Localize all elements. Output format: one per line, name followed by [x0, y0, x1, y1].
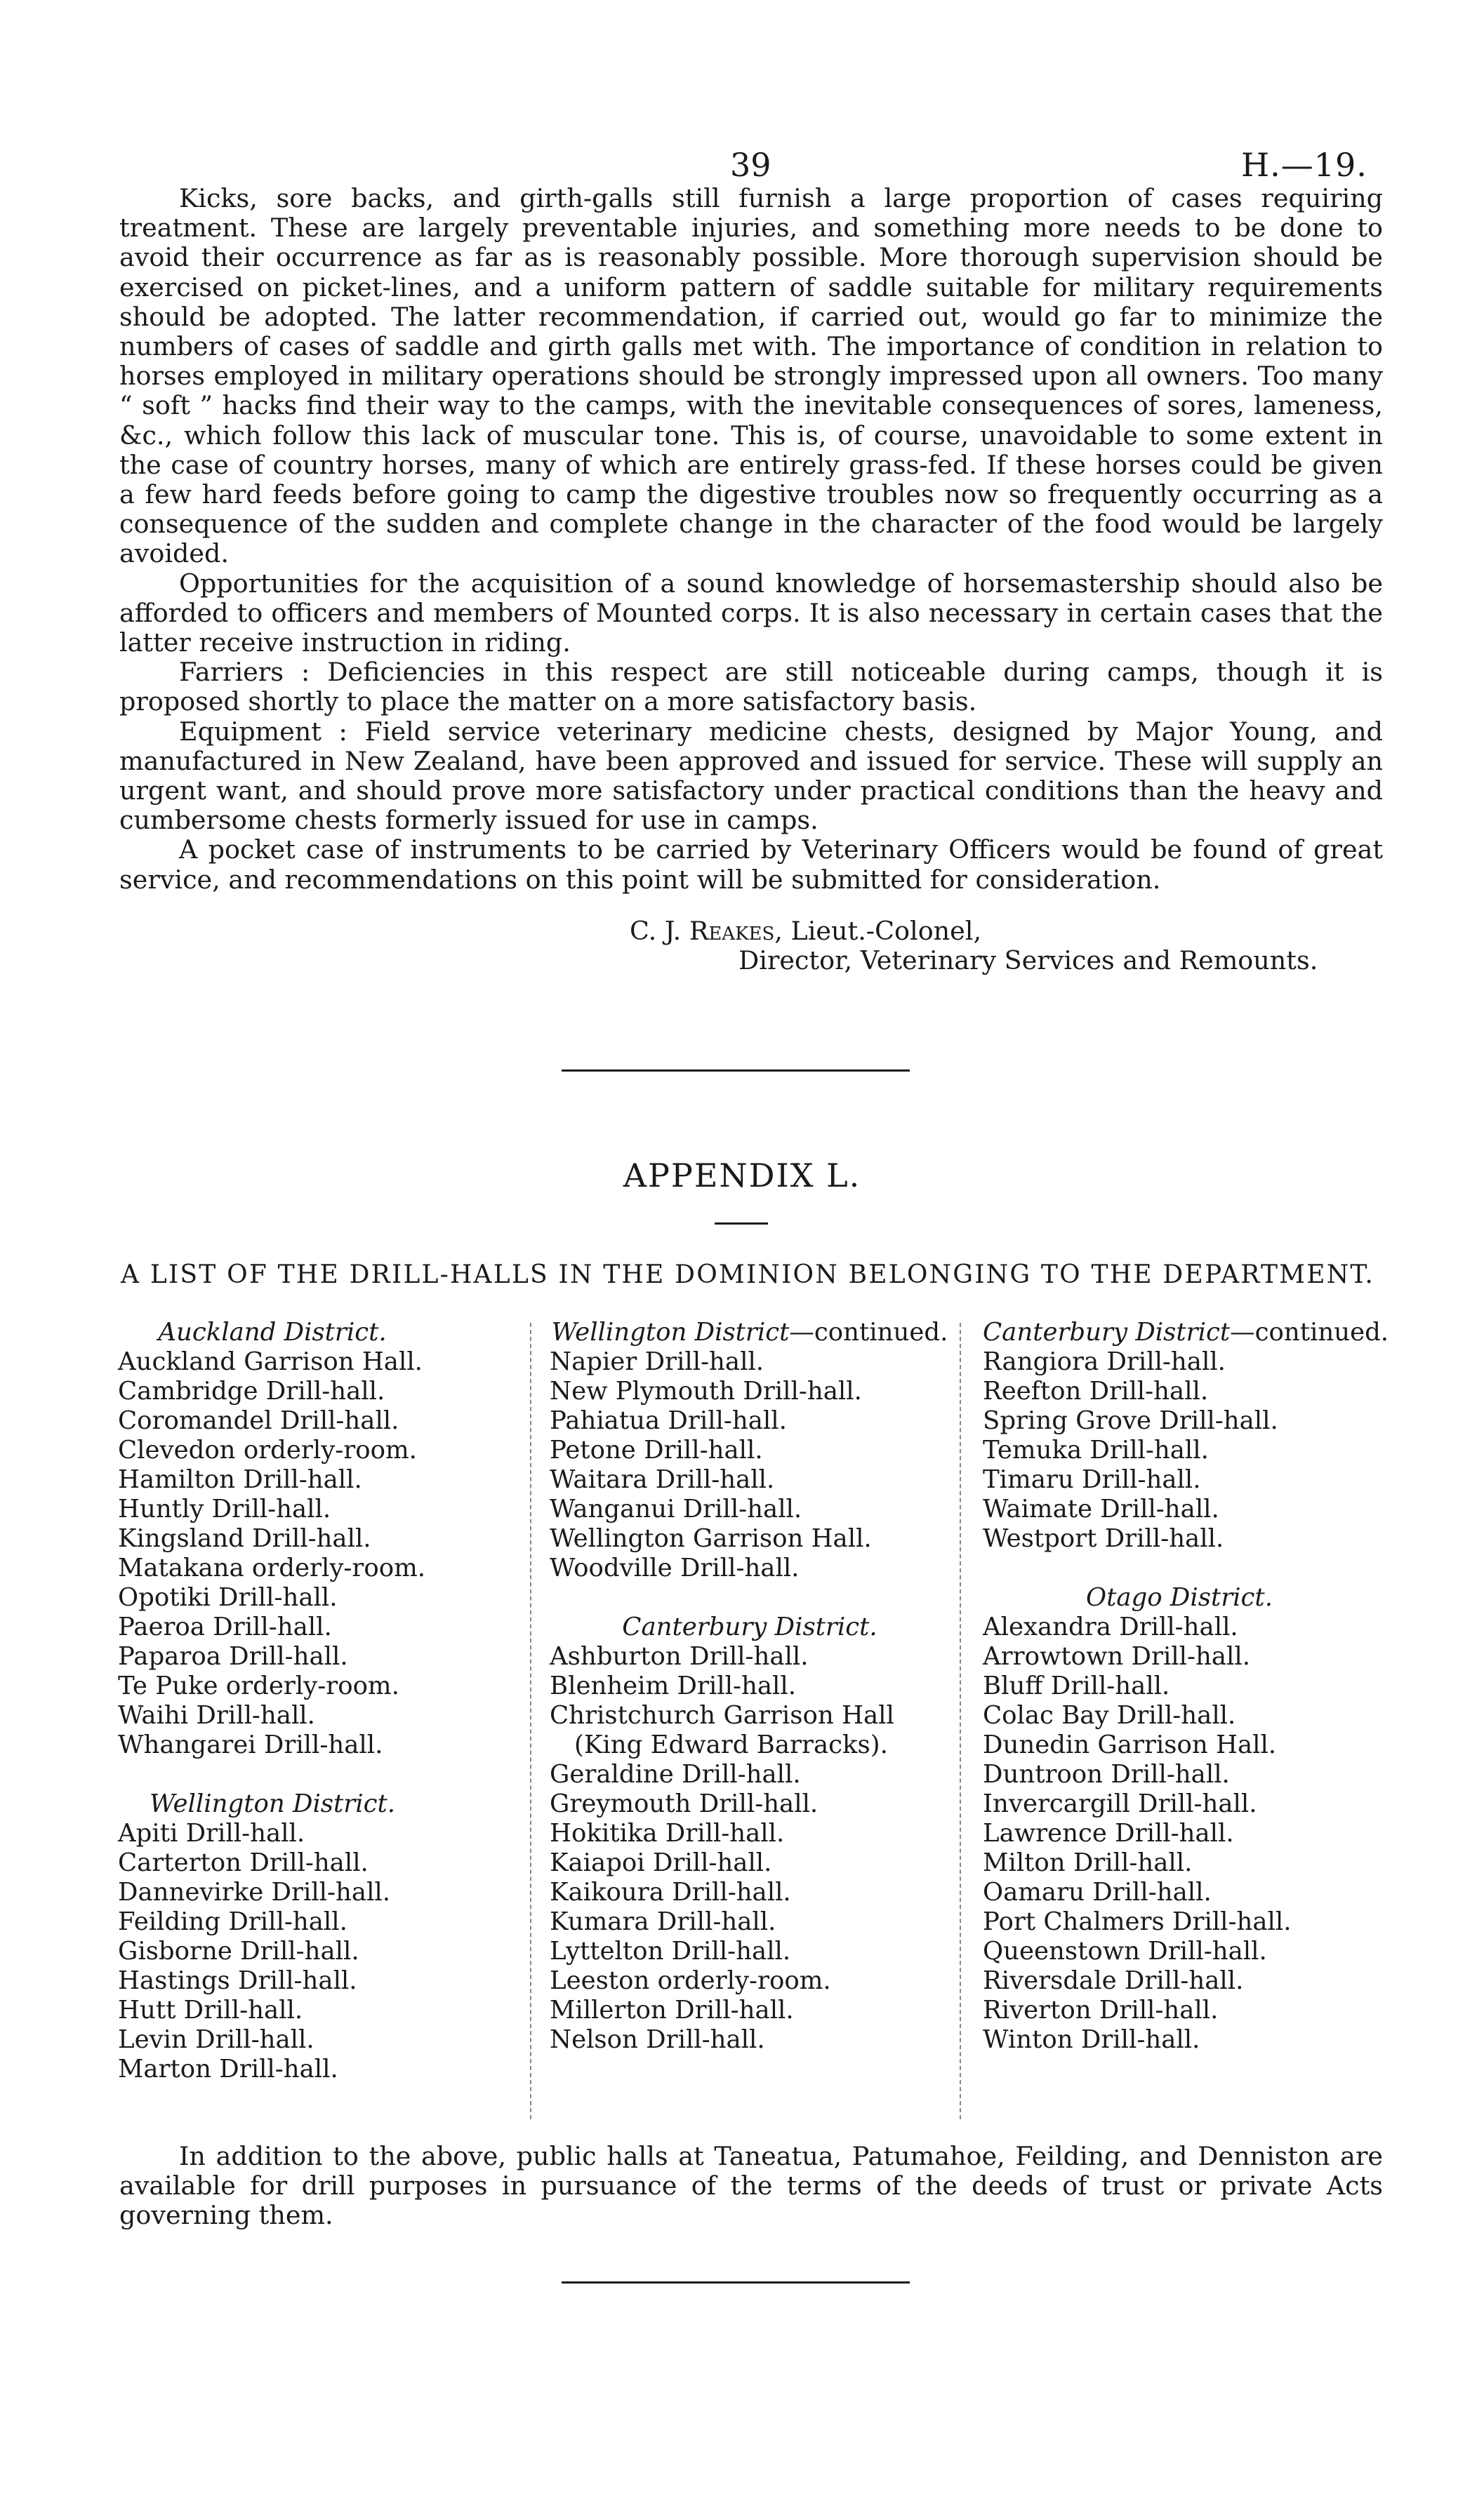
hall-item: Riverton Drill-hall. — [983, 1996, 1219, 2025]
hall-item: Colac Bay Drill-hall. — [983, 1701, 1236, 1730]
hall-item: Blenheim Drill-hall. — [550, 1672, 796, 1700]
hall-item: Levin Drill-hall. — [118, 2025, 314, 2054]
continued-label: —continued. — [1230, 1318, 1389, 1347]
hall-item: Milton Drill-hall. — [983, 1848, 1193, 1877]
hall-item: Kumara Drill-hall. — [550, 1907, 776, 1936]
hall-item: Hokitika Drill-hall. — [550, 1819, 785, 1848]
signature-surname: Reakes — [689, 916, 775, 946]
hall-item: Coromandel Drill-hall. — [118, 1406, 399, 1435]
hall-item: Arrowtown Drill-hall. — [983, 1642, 1251, 1671]
signature-title: Director, Veterinary Services and Remounts. — [738, 945, 1318, 975]
hall-item: Carterton Drill-hall. — [118, 1848, 369, 1877]
hall-item: Millerton Drill-hall. — [550, 1996, 794, 2025]
hall-item: Waitara Drill-hall. — [550, 1465, 775, 1494]
signature-line — [630, 916, 981, 946]
district-heading-name: Canterbury District — [983, 1318, 1231, 1347]
hall-item: Waimate Drill-hall. — [983, 1495, 1219, 1524]
district-heading-canterbury-continued — [983, 1318, 1389, 1347]
hall-item: Riversdale Drill-hall. — [983, 1966, 1244, 1995]
hall-item: Bluff Drill-hall. — [983, 1672, 1170, 1700]
hall-item: Leeston orderly-room. — [550, 1966, 831, 1995]
paragraph-instruments: A pocket case of instruments to be carried by Veterinary Officers would be found of great service, and recommendations on this point will be submitted for consideration. — [119, 834, 1383, 895]
column-2 — [550, 1318, 950, 2055]
column-1 — [118, 1318, 427, 2084]
hall-item: Hastings Drill-hall. — [118, 1966, 357, 1995]
hall-item: Clevedon orderly-room. — [118, 1436, 417, 1465]
column-divider-1 — [530, 1323, 531, 2119]
column-3 — [983, 1318, 1389, 2055]
district-heading-otago: Otago District. — [1086, 1583, 1273, 1612]
paragraph-equipment: Equipment : Field service veterinary medicine chests, designed by Major Young, and manufactured in New Zealand, have been approved and issued for service. These will supply an urgent want, and should prove more satisfactory under practical conditions than the heavy and cumbersome chests formerly issued for use in camps. — [119, 716, 1383, 836]
title-underline — [715, 1222, 768, 1225]
appendix-title: APPENDIX L. — [623, 1156, 861, 1194]
report-body — [119, 184, 1383, 895]
hall-item: Lawrence Drill-hall. — [983, 1819, 1234, 1848]
hall-item: Hamilton Drill-hall. — [118, 1465, 362, 1494]
hall-list-otago — [983, 1613, 1376, 2055]
paragraph-injuries: Kicks, sore backs, and girth-galls still furnish a large proportion of cases requiring treatment. These are largely preventable injuries, and something more needs to be done to avoid their occurrence as far as is reasonably possible. More thorough supervision should be exercised on picket-lines, and a uniform pattern of saddle suitable for military requirements should be adopted. The latter recommendation, if carried out, would go far to minimize the numbers of cases of saddle and girth galls met with. The importance of condition in relation to horses employed in military operations should be strongly impressed upon all owners. Too many “ soft ” hacks find their way to the camps, with the inevitable consequences of sores, lameness, &c., which follow this lack of muscular tone. This is, of course, unavoidable to some extent in the case of country horses, many of which are entirely grass-fed. If these horses could be given a few hard feeds before going to camp the digestive troubles now so frequently occurring as a consequence of the sudden and complete change in the character of the food would be largely avoided. — [119, 183, 1383, 569]
paragraph-farriers: Farriers : Deficiencies in this respect are still noticeable during camps, though it is proposed shortly to place the matter on a more satisfactory basis. — [119, 657, 1383, 717]
section-divider-bottom — [562, 2281, 910, 2284]
signature-initials: C. J. — [630, 916, 682, 946]
hall-item: Greymouth Drill-hall. — [550, 1789, 819, 1818]
hall-item: Christchurch Garrison Hall (King Edward Barracks). — [550, 1701, 894, 1759]
section-divider-top — [562, 1069, 910, 1072]
hall-item: Napier Drill-hall. — [550, 1347, 764, 1376]
footnote-text: In addition to the above, public halls at Taneatua, Patumahoe, Feilding, and Denniston are available for drill purposes in pursuance of the terms of the deeds of trust or private Acts governing them. — [119, 2141, 1383, 2231]
district-heading-name: Wellington District — [551, 1318, 790, 1347]
hall-item: Port Chalmers Drill-hall. — [983, 1907, 1292, 1936]
hall-item: Feilding Drill-hall. — [118, 1907, 347, 1936]
hall-item: Kaiapoi Drill-hall. — [550, 1848, 772, 1877]
hall-item: Cambridge Drill-hall. — [118, 1377, 385, 1406]
hall-item: Dunedin Garrison Hall. — [983, 1731, 1277, 1759]
hall-item: Wanganui Drill-hall. — [550, 1495, 802, 1524]
hall-item: Geraldine Drill-hall. — [550, 1760, 801, 1789]
hall-item: Petone Drill-hall. — [550, 1436, 763, 1465]
hall-item: Nelson Drill-hall. — [550, 2025, 765, 2054]
hall-item: Waihi Drill-hall. — [118, 1701, 315, 1730]
hall-item: Matakana orderly-room. — [118, 1554, 426, 1582]
hall-item: Invercargill Drill-hall. — [983, 1789, 1257, 1818]
hall-item: Hutt Drill-hall. — [118, 1996, 303, 2025]
hall-item: Oamaru Drill-hall. — [983, 1878, 1212, 1907]
hall-item: Auckland Garrison Hall. — [118, 1347, 423, 1376]
hall-item: Wellington Garrison Hall. — [550, 1524, 872, 1553]
hall-item: Marton Drill-hall. — [118, 2055, 338, 2084]
hall-item: Gisborne Drill-hall. — [118, 1937, 359, 1966]
paragraph-horsemastership: Opportunities for the acquisition of a sound knowledge of horsemastership should also be afforded to officers and members of Mounted corps. It is also necessary in certain cases that the latter receive instruction in riding. — [119, 568, 1383, 658]
hall-item: Reefton Drill-hall. — [983, 1377, 1209, 1406]
hall-item: Huntly Drill-hall. — [118, 1495, 331, 1524]
hall-item: Pahiatua Drill-hall. — [550, 1406, 787, 1435]
hall-item: Opotiki Drill-hall. — [118, 1583, 338, 1612]
hall-item: Kingsland Drill-hall. — [118, 1524, 371, 1553]
hall-item: Apiti Drill-hall. — [118, 1819, 305, 1848]
hall-item: Queenstown Drill-hall. — [983, 1937, 1267, 1966]
appendix-footnote — [119, 2142, 1383, 2231]
hall-item: New Plymouth Drill-hall. — [550, 1377, 862, 1406]
continued-label: —continued. — [789, 1318, 948, 1347]
hall-item: Paparoa Drill-hall. — [118, 1642, 348, 1671]
hall-item: Te Puke orderly-room. — [118, 1672, 399, 1700]
hall-item: Winton Drill-hall. — [983, 2025, 1200, 2054]
signature-rank: , Lieut.-Colonel, — [774, 916, 982, 946]
hall-item: Alexandra Drill-hall. — [983, 1613, 1238, 1641]
hall-item: Rangiora Drill-hall. — [983, 1347, 1226, 1376]
hall-item: Ashburton Drill-hall. — [550, 1642, 809, 1671]
hall-item: Lyttelton Drill-hall. — [550, 1937, 791, 1966]
hall-list-auckland — [118, 1347, 427, 1760]
hall-list-canterbury — [550, 1642, 950, 2055]
district-heading-wellington: Wellington District. — [149, 1789, 396, 1818]
hall-item: Woodville Drill-hall. — [550, 1554, 800, 1582]
district-heading-auckland: Auckland District. — [158, 1318, 387, 1347]
document-reference: H.—19. — [1241, 146, 1367, 184]
hall-item: Dannevirke Drill-hall. — [118, 1878, 391, 1907]
hall-list-wellington-continued — [550, 1347, 950, 1583]
hall-list-canterbury-continued — [983, 1347, 1376, 1554]
hall-item: Spring Grove Drill-hall. — [983, 1406, 1278, 1435]
hall-item: Whangarei Drill-hall. — [118, 1731, 383, 1759]
district-heading-wellington-continued — [550, 1318, 950, 1347]
appendix-subtitle: A LIST OF THE DRILL-HALLS IN THE DOMINION BELONGING TO THE DEPARTMENT. — [121, 1260, 1374, 1289]
hall-item: Temuka Drill-hall. — [983, 1436, 1209, 1465]
hall-item: Kaikoura Drill-hall. — [550, 1878, 791, 1907]
district-heading-canterbury: Canterbury District. — [622, 1613, 877, 1641]
hall-list-wellington — [118, 1819, 427, 2084]
hall-item: Westport Drill-hall. — [983, 1524, 1224, 1553]
page-number: 39 — [730, 146, 771, 184]
column-divider-2 — [960, 1323, 961, 2119]
hall-item: Paeroa Drill-hall. — [118, 1613, 332, 1641]
hall-item: Duntroon Drill-hall. — [983, 1760, 1230, 1789]
hall-item: Timaru Drill-hall. — [983, 1465, 1201, 1494]
